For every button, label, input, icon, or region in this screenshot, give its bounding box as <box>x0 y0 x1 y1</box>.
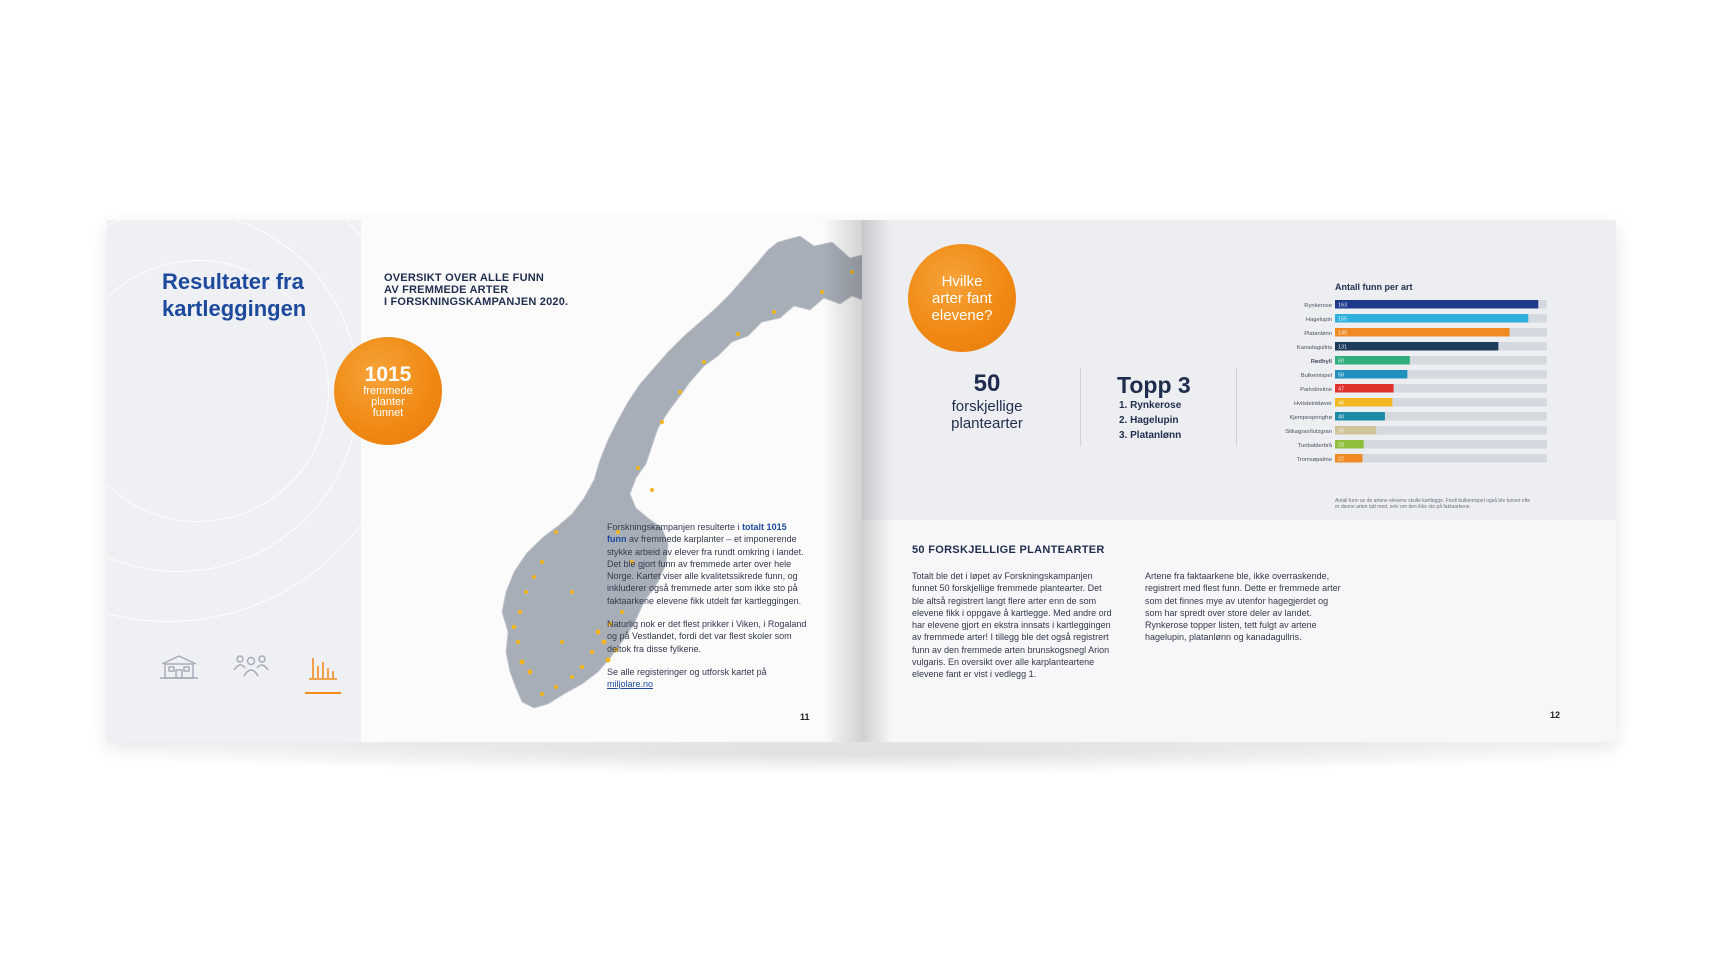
bar <box>1335 314 1528 323</box>
heading-line: AV FREMMEDE ARTER <box>384 284 509 296</box>
page-title <box>162 268 352 322</box>
category-label: Rødhyll <box>1310 359 1332 365</box>
bar-value-label: 23 <box>1338 442 1345 449</box>
category-label: Kjempespringfrø <box>1289 415 1332 421</box>
bar-value-label: 140 <box>1338 330 1348 337</box>
paragraph <box>607 666 807 691</box>
gutter-shadow <box>862 220 892 742</box>
bar <box>1335 300 1538 309</box>
page-number: 12 <box>1550 710 1561 720</box>
bar-value-label: 40 <box>1338 414 1345 421</box>
bar-value-label: 47 <box>1338 386 1345 393</box>
people-icon[interactable] <box>231 652 271 684</box>
bar <box>1335 356 1410 365</box>
heading-line: I FORSKNINGSKAMPANJEN 2020. <box>384 296 569 308</box>
text-span: av fremmede karplanter – et imponerende stykke arbeid av elever fra rundt omkring i landet. Det ble gjort funn av fremmede arter over hele Norge. Kartet viser alle kvalitetssikrede funn, og inkluderer også fremmede arter som ikke sto på faktaarkene elevene fikk utdelt før kartleggingen. <box>607 534 804 606</box>
left-sidebar-panel <box>107 220 361 742</box>
category-label: Platanlønn <box>1304 331 1332 337</box>
badge-label: funnet <box>372 406 404 419</box>
gutter-shadow <box>822 220 862 742</box>
species-count-stat <box>932 370 1042 432</box>
question-badge <box>908 244 1016 352</box>
bar-value-label: 46 <box>1338 400 1345 407</box>
top3-item: 1. Rynkerose <box>1119 400 1182 411</box>
species-count-number: 50 <box>973 370 1001 397</box>
bar-value-label: 131 <box>1338 344 1348 351</box>
top3-item: 3. Platanlønn <box>1119 430 1182 441</box>
bar <box>1335 342 1498 351</box>
badge-line: elevene? <box>931 306 993 324</box>
page-number: 11 <box>800 712 810 722</box>
top3-heading: Topp 3 <box>1117 372 1191 398</box>
bold-highlight: totalt 1015 funn <box>607 522 787 545</box>
text-span: Forskningskampanjen resulterte i <box>607 522 743 532</box>
active-nav-indicator <box>305 692 341 694</box>
bar-track <box>1335 440 1547 449</box>
badge-label: planter <box>371 395 405 408</box>
section-title: 50 FORSKJELLIGE PLANTEARTER <box>912 544 1105 556</box>
paragraph <box>607 521 807 607</box>
stat-label: forskjellige <box>951 398 1023 415</box>
category-label: Bulkemispel <box>1300 373 1332 379</box>
school-icon[interactable] <box>159 652 199 684</box>
badge-line: Hvilke <box>941 272 983 290</box>
category-label: Sitkagran/lutzgran <box>1285 429 1332 435</box>
bar <box>1335 328 1510 337</box>
bar-value-label: 22 <box>1338 456 1345 463</box>
category-label: Tromsøpalme <box>1296 457 1332 463</box>
bar-chart <box>1232 298 1562 474</box>
category-label: Rynkerose <box>1304 303 1332 309</box>
page-right <box>862 220 1616 742</box>
nav-icons <box>159 652 359 692</box>
book-spread <box>107 220 1616 742</box>
bar-value-label: 33 <box>1338 428 1345 435</box>
body-text <box>607 521 807 691</box>
total-findings-number: 1015 <box>364 362 412 386</box>
chart-title: Antall funn per art <box>1335 282 1413 292</box>
bar-track <box>1335 454 1547 463</box>
text-column: Totalt ble det i løpet av Forskningskampanjen funnet 50 forskjellige fremmede plantearter. Det ble altså registrert langt flere arter enn de som elevene fikk i oppgave å kartlegge. Med andre ord har elevene gjort en ekstra innsats i kartleggingen av fremmede arter! I tillegg ble det også registrert funn av den fremmede arten brunskogsnegl Arion vulgaris. En oversikt over alle karplanteartene elevene fant er vist i vedlegg 1. <box>912 571 1112 680</box>
bar <box>1335 370 1407 379</box>
category-label: Hvitsteinkløver <box>1293 401 1332 407</box>
stat-label: plantearter <box>951 415 1023 432</box>
category-label: Tunbalderbrå <box>1297 443 1332 449</box>
badge-line: arter fant <box>931 289 993 307</box>
title-line: Resultater fra <box>162 269 304 294</box>
heading-line: OVERSIKT OVER ALLE FUNN <box>384 272 545 284</box>
miljolare-link[interactable]: miljolare.no <box>607 679 654 690</box>
page-left <box>107 220 862 742</box>
divider <box>1080 368 1081 446</box>
badge-label: fremmede <box>363 384 413 397</box>
category-label: Hagelupin <box>1305 317 1332 323</box>
bar-chart-icon[interactable] <box>303 652 343 684</box>
top3-item: 2. Hagelupin <box>1119 415 1179 426</box>
paragraph: Naturlig nok er det flest prikker i Viken, i Rogaland og på Vestlandet, fordi det var flest skoler som deltok fra disse fylkene. <box>607 619 807 654</box>
category-label: Kanadagullris <box>1296 345 1332 351</box>
top3-list <box>1117 372 1237 443</box>
category-label: Parkslirekne <box>1300 387 1332 393</box>
bar-value-label: 60 <box>1338 358 1345 365</box>
chart-note: Antall funn av de artene elevene skulle kartlegge. Fordi bulkemispel også ble funnet ofte er denne arten tatt med, selv om den ikke sto på faktaarkene. <box>1335 498 1531 510</box>
bar-value-label: 163 <box>1338 302 1348 309</box>
title-line: kartleggingen <box>162 296 307 321</box>
text-span: Se alle registeringer og utforsk kartet på <box>607 666 767 677</box>
bar-value-label: 155 <box>1338 316 1348 323</box>
text-column: Artene fra faktaarkene ble, ikke overraskende, registrert med flest funn. Dette er fremmede arter som det finnes mye av utenfor hagegjerdet og som har spredt over store deler av landet. Rynkerose topper listen, tett fulgt av artene hagelupin, platanlønn og kanadagullris. <box>1145 571 1341 643</box>
bar-value-label: 58 <box>1338 372 1345 379</box>
